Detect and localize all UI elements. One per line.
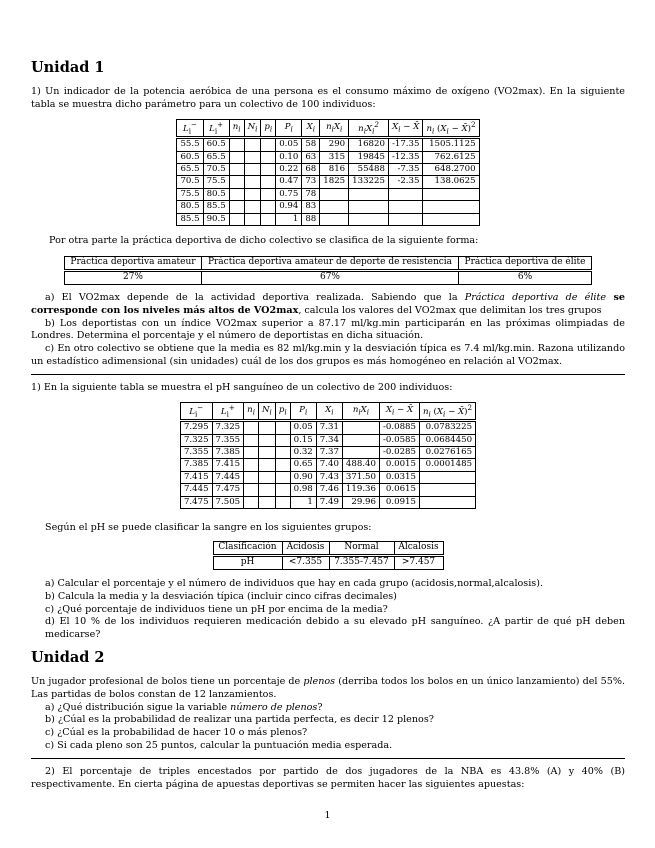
table-cell: 1505.1125: [423, 138, 479, 151]
vo2max-row: [177, 151, 479, 163]
ph-col-Ni: $N_i$: [259, 403, 276, 421]
ph-col-ndev2: $n_i$ ($X_i$ − X̄)$^2$: [419, 403, 475, 421]
ex1-intro: 1) Un indicador de la potencia aeróbica de una persona es el consumo máximo de oxígeno (VO2max). En la siguiente tabla se muestra dicho parámetro para un colectivo de 100 individuos:: [31, 86, 625, 110]
table-cell: 133225: [349, 176, 389, 188]
sport-intro: Por otra parte la práctica deportiva de dicho colectivo se clasifica de la siguiente forma:: [49, 235, 479, 246]
table-cell: [244, 176, 261, 188]
table-cell: [423, 201, 479, 213]
table-cell: 371.50: [342, 471, 379, 483]
table-cell: [229, 163, 244, 175]
table-cell: [244, 213, 261, 225]
table-cell: 7.355: [180, 446, 212, 458]
table-cell: [261, 163, 276, 175]
table-cell: 58: [302, 138, 320, 151]
table-cell: [229, 201, 244, 213]
ex2-intro: 1) En la siguiente tabla se muestra el pH sanguíneo de un colectivo de 200 individuos:: [31, 382, 453, 393]
table-cell: [320, 213, 349, 225]
col-pi: $p_i$: [261, 120, 276, 138]
ph-col-Pi: $P_i$: [290, 403, 316, 421]
table-cell: [259, 421, 276, 434]
table-cell: [419, 496, 475, 508]
table-cell: -0.0885: [380, 421, 420, 434]
table-cell: 7.445: [212, 471, 244, 483]
table-cell: [229, 138, 244, 151]
table-cell: [229, 188, 244, 200]
sport-value-elite: 6%: [459, 270, 592, 284]
table-cell: [244, 163, 261, 175]
table-cell: 7.415: [212, 459, 244, 471]
table-cell: [244, 446, 259, 458]
table-cell: 762.6125: [423, 151, 479, 163]
ex2-question-c: c) ¿Qué porcentaje de individuos tiene un pH por encima de la media?: [45, 603, 388, 615]
ex1-question-a: a) El VO2max depende de la actividad deportiva realizada. Sabiendo que la Práctica deportiva de élite se corresponde con los niveles más altos de VO2max, calcula los valores del VO2max que delimitan los tres grupos: [31, 292, 625, 316]
table-cell: [244, 496, 259, 508]
table-cell: 7.325: [180, 434, 212, 446]
table-cell: 0.98: [290, 484, 316, 496]
sport-value-resistencia: 67%: [202, 270, 459, 284]
table-cell: [261, 213, 276, 225]
table-cell: 315: [320, 151, 349, 163]
table-cell: 75.5: [177, 188, 203, 200]
table-cell: 7.475: [212, 484, 244, 496]
table-cell: 0.47: [276, 176, 302, 188]
table-cell: [259, 459, 276, 471]
table-cell: [244, 471, 259, 483]
table-cell: [320, 188, 349, 200]
table-cell: 60.5: [203, 138, 229, 151]
table-cell: 68: [302, 163, 320, 175]
col-niXi2: $n_iX_i^2$: [349, 120, 389, 138]
table-cell: 0.15: [290, 434, 316, 446]
ph-row: [180, 496, 475, 508]
table-cell: 0.0783225: [419, 421, 475, 434]
table-cell: 0.10: [276, 151, 302, 163]
table-cell: 85.5: [177, 213, 203, 225]
u2-ex1-question-b: b) ¿Cúal es la probabilidad de realizar una partida perfecta, es decir 12 plenos?: [45, 714, 434, 726]
vo2max-table: [176, 119, 479, 226]
table-cell: 7.445: [180, 484, 212, 496]
table-cell: 0.90: [290, 471, 316, 483]
table-cell: 55488: [349, 163, 389, 175]
table-cell: [244, 484, 259, 496]
table-cell: -7.35: [388, 163, 423, 175]
table-cell: [275, 446, 290, 458]
table-cell: 7.505: [212, 496, 244, 508]
vo2max-row: [177, 163, 479, 175]
table-cell: 83: [302, 201, 320, 213]
table-cell: [261, 188, 276, 200]
table-cell: [259, 496, 276, 508]
table-cell: 7.475: [180, 496, 212, 508]
table-cell: 29.96: [342, 496, 379, 508]
table-cell: [423, 213, 479, 225]
table-cell: [244, 151, 261, 163]
table-cell: 7.385: [212, 446, 244, 458]
table-cell: [275, 471, 290, 483]
table-cell: 648.2700: [423, 163, 479, 175]
table-cell: 7.49: [316, 496, 342, 508]
unit1-title: Unidad 1: [31, 59, 105, 76]
class-intro: Según el pH se puede clasificar la sangre en los siguientes grupos:: [45, 522, 372, 533]
table-cell: [244, 188, 261, 200]
table-cell: [275, 484, 290, 496]
ex2-question-d: d) El 10 % de los individuos requieren medicación debido a su elevado pH sanguíneo. ¿A partir de qué pH deben medicarse?: [45, 616, 625, 640]
table-cell: [244, 421, 259, 434]
table-cell: [349, 213, 389, 225]
table-cell: [259, 484, 276, 496]
table-cell: [261, 176, 276, 188]
table-cell: 7.46: [316, 484, 342, 496]
table-cell: 7.295: [180, 421, 212, 434]
table-cell: [244, 459, 259, 471]
table-cell: 0.0315: [380, 471, 420, 483]
u2-ex1: [31, 676, 625, 753]
table-cell: [423, 188, 479, 200]
table-cell: 0.0915: [380, 496, 420, 508]
table-cell: 7.40: [316, 459, 342, 471]
table-cell: 0.22: [276, 163, 302, 175]
table-cell: [261, 201, 276, 213]
table-cell: [275, 434, 290, 446]
ph-row: [180, 484, 475, 496]
ex1-question-c: c) En otro colectivo se obtiene que la media es 82 ml/kg.min y la desviación típica es 7.4 ml/kg.min. Razona utilizando un estadístico adimensional (sin unidades) cuál de los dos grupos es más homogéneo en relación al VO2max.: [31, 343, 625, 367]
table-cell: 0.05: [290, 421, 316, 434]
col-Xi: $X_i$: [302, 120, 320, 138]
u2-ex2-intro: 2) El porcentaje de triples encestados por partido de dos jugadores de la NBA es 43.8% (A) y 40% (B) respectivamente. En cierta página de apuestas deportivas se permiten hacer las siguientes apuestas:: [31, 766, 625, 790]
table-cell: 7.385: [180, 459, 212, 471]
ex1-questions: [31, 292, 625, 369]
table-cell: [259, 471, 276, 483]
table-cell: 85.5: [203, 201, 229, 213]
table-cell: 78: [302, 188, 320, 200]
table-cell: [229, 213, 244, 225]
sport-header-amateur: Práctica deportiva amateur: [65, 257, 202, 271]
table-cell: 19845: [349, 151, 389, 163]
col-li-minus: $L_i^-$: [177, 120, 203, 138]
table-cell: 16820: [349, 138, 389, 151]
table-cell: 7.43: [316, 471, 342, 483]
ex2-questions: [31, 578, 625, 642]
table-cell: 0.32: [290, 446, 316, 458]
table-cell: 7.34: [316, 434, 342, 446]
table-cell: [229, 176, 244, 188]
ph-row: [180, 446, 475, 458]
ph-col-dev: $X_i$ − X̄: [380, 403, 420, 421]
table-cell: [275, 496, 290, 508]
class-header-alcalosis: Alcalosis: [394, 542, 443, 556]
table-cell: 1: [276, 213, 302, 225]
class-value-ph: pH: [213, 555, 282, 569]
col-Pi: $P_i$: [276, 120, 302, 138]
ph-row: [180, 459, 475, 471]
table-cell: 7.415: [180, 471, 212, 483]
sport-header-elite: Práctica deportiva de élite: [459, 257, 592, 271]
table-cell: [259, 446, 276, 458]
col-Ni: $N_i$: [244, 120, 261, 138]
class-value-alcalosis: >7.457: [394, 555, 443, 569]
vo2max-row: [177, 213, 479, 225]
ph-col-ni: $n_i$: [244, 403, 259, 421]
table-cell: [342, 421, 379, 434]
table-cell: [244, 138, 261, 151]
table-cell: 90.5: [203, 213, 229, 225]
col-ndev2: $n_i$ ($X_i$ − X̄)$^2$: [423, 120, 479, 138]
table-cell: [244, 434, 259, 446]
col-li-plus: $L_i^+$: [203, 120, 229, 138]
table-cell: 488.40: [342, 459, 379, 471]
table-cell: 0.0615: [380, 484, 420, 496]
sport-header-resistencia: Práctica deportiva amateur de deporte de resistencia: [202, 257, 459, 271]
table-cell: -0.0585: [380, 434, 420, 446]
table-cell: 7.355: [212, 434, 244, 446]
u2-ex1-intro: Un jugador profesional de bolos tiene un porcentaje de plenos (derriba todos los bolos en un único lanzamiento) del 55%. Las partidas de bolos constan de 12 lanzamientos.: [31, 676, 625, 700]
table-cell: 0.05: [276, 138, 302, 151]
vo2max-row: [177, 176, 479, 188]
table-cell: 0.94: [276, 201, 302, 213]
table-cell: 0.65: [290, 459, 316, 471]
ex2-question-b: b) Calcula la media y la desviación típica (incluir cinco cifras decimales): [45, 590, 397, 602]
table-cell: [259, 434, 276, 446]
table-cell: 7.325: [212, 421, 244, 434]
table-cell: 0.0276165: [419, 446, 475, 458]
table-cell: -12.35: [388, 151, 423, 163]
table-cell: [388, 201, 423, 213]
ph-header-row: [180, 403, 475, 421]
table-cell: 73: [302, 176, 320, 188]
table-cell: -2.35: [388, 176, 423, 188]
table-cell: 138.0625: [423, 176, 479, 188]
table-cell: -17.35: [388, 138, 423, 151]
class-table: [213, 541, 444, 570]
table-cell: [342, 446, 379, 458]
table-cell: [349, 188, 389, 200]
table-cell: [261, 151, 276, 163]
table-cell: 80.5: [177, 201, 203, 213]
table-cell: 0.0684450: [419, 434, 475, 446]
page-number: 1: [324, 810, 331, 821]
table-cell: 1825: [320, 176, 349, 188]
ph-col-Xi: $X_i$: [316, 403, 342, 421]
table-cell: 1: [290, 496, 316, 508]
table-cell: 65.5: [203, 151, 229, 163]
table-cell: 88: [302, 213, 320, 225]
sport-value-amateur: 27%: [65, 270, 202, 284]
table-cell: 0.0001485: [419, 459, 475, 471]
table-cell: [388, 213, 423, 225]
table-cell: [244, 201, 261, 213]
table-cell: 290: [320, 138, 349, 151]
ph-row: [180, 471, 475, 483]
class-header-clasificacion: Clasificación: [213, 542, 282, 556]
table-cell: 70.5: [177, 176, 203, 188]
sport-table-wrap: [31, 256, 625, 285]
class-value-normal: 7.355-7.457: [329, 555, 394, 569]
ex1-question-b: b) Los deportistas con un índice VO2max superior a 87.17 ml/kg.min participarán en las próximas olimpiadas de Londres. Determina el porcentaje y el número de deportistas en dicha situación.: [31, 317, 625, 342]
table-cell: 119.36: [342, 484, 379, 496]
table-cell: 75.5: [203, 176, 229, 188]
vo2max-row: [177, 188, 479, 200]
ph-col-li-plus: $L_i^+$: [212, 403, 244, 421]
ph-table-wrap: [31, 402, 625, 509]
ph-row: [180, 421, 475, 434]
class-table-wrap: [31, 541, 625, 570]
u2-ex1-question-c: c) ¿Cúal es la probabilidad de hacer 10 o más plenos?: [45, 727, 308, 738]
table-cell: 0.0015: [380, 459, 420, 471]
table-cell: [419, 484, 475, 496]
ex2-question-a: a) Calcular el porcentaje y el número de individuos que hay en cada grupo (acidosis,normal,alcalosis).: [45, 578, 544, 589]
table-cell: [419, 471, 475, 483]
ph-row: [180, 434, 475, 446]
table-cell: 55.5: [177, 138, 203, 151]
table-cell: [320, 201, 349, 213]
table-cell: 70.5: [203, 163, 229, 175]
table-cell: 0.75: [276, 188, 302, 200]
unit2-title: Unidad 2: [31, 649, 105, 666]
table-cell: 80.5: [203, 188, 229, 200]
vo2max-table-wrap: [31, 119, 625, 226]
table-cell: [275, 459, 290, 471]
vo2max-header-row: [177, 120, 479, 138]
separator-2: [31, 758, 625, 759]
table-cell: [229, 151, 244, 163]
ph-col-li-minus: $L_i^-$: [180, 403, 212, 421]
col-niXi: $n_iX_i$: [320, 120, 349, 138]
table-cell: 63: [302, 151, 320, 163]
ph-table: [180, 402, 476, 509]
table-cell: [349, 201, 389, 213]
class-header-acidosis: Acidosis: [282, 542, 329, 556]
table-cell: 7.37: [316, 446, 342, 458]
vo2max-row: [177, 138, 479, 151]
sport-table: [64, 256, 592, 285]
u2-ex1-question-a: a) ¿Qué distribución sigue la variable número de plenos?: [45, 701, 323, 713]
separator-1: [31, 374, 625, 375]
table-cell: -0.0285: [380, 446, 420, 458]
table-cell: 65.5: [177, 163, 203, 175]
class-header-normal: Normal: [329, 542, 394, 556]
table-cell: 816: [320, 163, 349, 175]
ph-col-pi: $p_i$: [275, 403, 290, 421]
vo2max-row: [177, 201, 479, 213]
col-dev: $X_i$ − X̄: [388, 120, 423, 138]
table-cell: 60.5: [177, 151, 203, 163]
class-value-acidosis: <7.355: [282, 555, 329, 569]
table-cell: [342, 434, 379, 446]
col-ni: $n_i$: [229, 120, 244, 138]
ph-col-niXi: $n_iX_i$: [342, 403, 379, 421]
table-cell: [261, 138, 276, 151]
table-cell: 7.31: [316, 421, 342, 434]
table-cell: [388, 188, 423, 200]
u2-ex1-question-d: c) Si cada pleno son 25 puntos, calcular la puntuación media esperada.: [45, 739, 393, 751]
table-cell: [275, 421, 290, 434]
